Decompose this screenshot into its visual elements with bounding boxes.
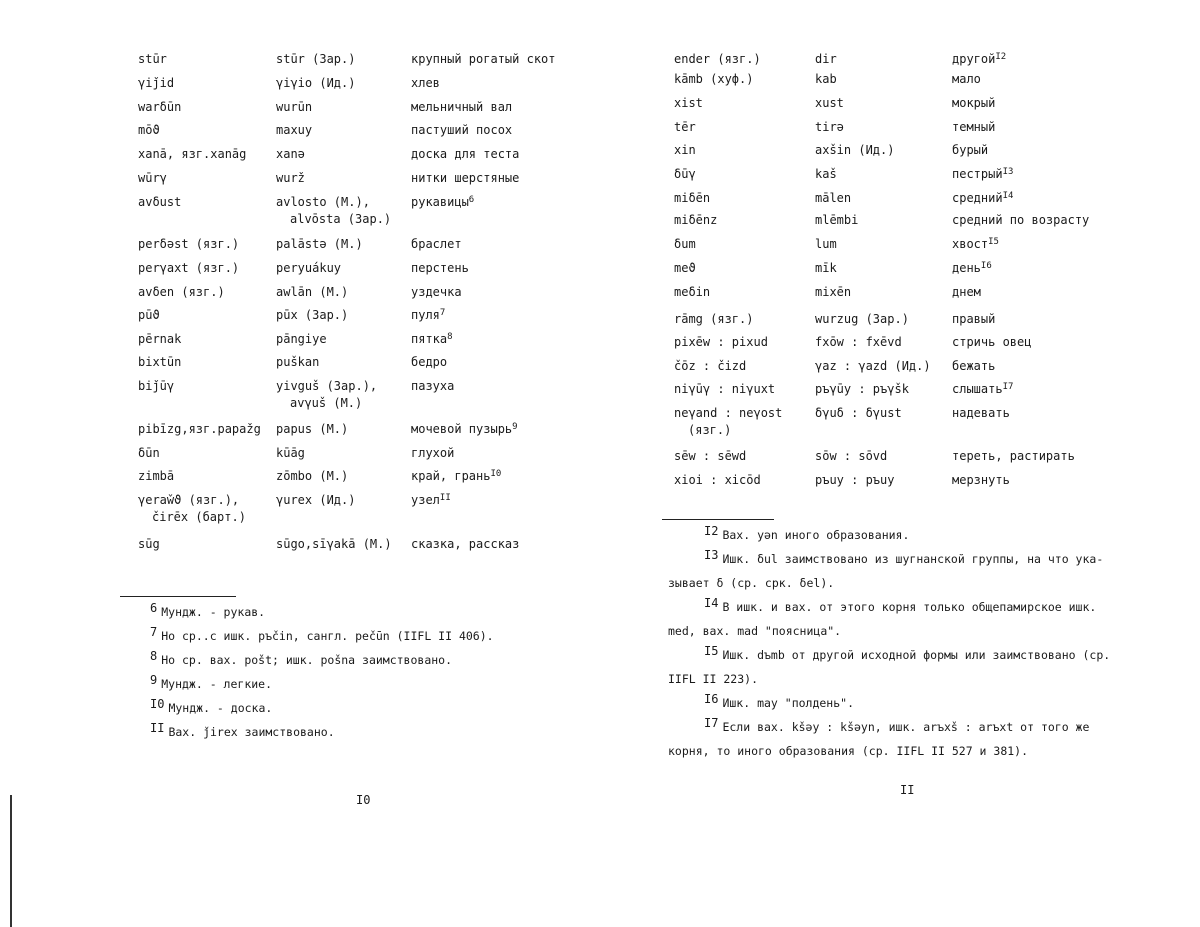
cognate-word-text: maxuy	[276, 123, 313, 137]
translation-text: мельничный вал	[411, 100, 513, 114]
footnote-number: I3	[704, 548, 719, 562]
cognate-word-cont: avγuš (М.)	[290, 396, 363, 410]
translation	[952, 212, 1089, 229]
translation-text: пуля	[411, 308, 440, 322]
footnote-text: Ишк. dъmb от другой исходной формы или заимствовано (ср.	[722, 648, 1111, 662]
translation-text: день	[952, 261, 981, 275]
cognate-word	[276, 307, 348, 324]
source-word	[138, 236, 239, 253]
cognate-word	[815, 260, 837, 277]
source-word	[674, 260, 696, 277]
source-word	[674, 472, 761, 489]
cognate-word	[815, 472, 894, 489]
translation-text: правый	[952, 312, 996, 326]
translation	[411, 284, 462, 301]
footnote	[668, 743, 1028, 760]
source-word-text: xanā, язг.xanāg	[138, 147, 247, 161]
source-word	[138, 445, 160, 462]
cognate-word-text: mixēn	[815, 285, 852, 299]
cognate-word-text: wurž	[276, 171, 305, 185]
translation-text: средний по возрасту	[952, 213, 1090, 227]
footnote-text: Но ср. вах. pošt; ишк. pošna заимствовано.	[161, 653, 453, 667]
translation-text: бурый	[952, 143, 989, 157]
source-word-cont: (язг.)	[688, 423, 732, 437]
translation-text: пазуха	[411, 379, 455, 393]
footnote-number: I0	[150, 697, 165, 711]
translation-text: слышать	[952, 382, 1003, 396]
cognate-word	[815, 71, 837, 88]
source-word-text: pūϑ	[138, 308, 160, 322]
translation	[411, 236, 462, 253]
translation	[952, 260, 992, 279]
cognate-word-text: wurzug (Зар.)	[815, 312, 909, 326]
cognate-word-text: sūgo,sīγakā (М.)	[276, 537, 392, 551]
footnote	[150, 721, 335, 741]
source-word	[138, 378, 174, 395]
footnote-ref: II	[439, 493, 451, 503]
source-word-text: meϑ	[674, 261, 696, 275]
translation	[952, 71, 981, 88]
cognate-word	[276, 146, 305, 163]
source-word-text: perδəst (язг.)	[138, 237, 240, 251]
translation-text: мочевой пузырь	[411, 422, 513, 436]
footnote-ref: I6	[980, 261, 992, 271]
cognate-word	[815, 381, 909, 398]
footnote-text: IIFL II 223).	[668, 672, 759, 686]
cognate-word-text: xanə	[276, 147, 305, 161]
footnote-ref: I3	[1002, 167, 1014, 177]
translation	[952, 334, 1031, 351]
cognate-word-text: puškan	[276, 355, 320, 369]
footnote	[150, 625, 494, 645]
source-word-text: xioi : xicōd	[674, 473, 761, 487]
translation	[952, 448, 1075, 465]
translation	[952, 381, 1013, 400]
source-word-text: sēw : sēwd	[674, 449, 747, 463]
cognate-word-text: papus (М.)	[276, 422, 349, 436]
footnote-number: 6	[150, 601, 158, 615]
cognate-word	[815, 448, 887, 465]
footnote-ref: 9	[512, 422, 518, 432]
footnote	[150, 649, 453, 669]
translation-text: тереть, растирать	[952, 449, 1075, 463]
source-word	[674, 190, 710, 207]
translation-text: пестрый	[952, 167, 1003, 181]
cognate-word-text: awlān (М.)	[276, 285, 349, 299]
source-word	[138, 75, 174, 92]
cognate-word	[276, 260, 341, 277]
footnote	[704, 596, 1097, 616]
cognate-word-text: mlēmbi	[815, 213, 859, 227]
cognate-word	[815, 119, 844, 136]
cognate-word	[815, 405, 902, 422]
source-word	[138, 468, 174, 485]
cognate-word-text: kab	[815, 72, 837, 86]
cognate-word-text: dir	[815, 52, 837, 66]
source-word	[138, 421, 261, 438]
source-word-text: γeraw̌ϑ (язг.),	[138, 493, 240, 507]
footnote-text: корня, то иного образования (ср. IIFL II 527 и 381).	[668, 744, 1029, 758]
translation	[411, 51, 556, 68]
source-word-text: niγūγ : niγuxt	[674, 382, 776, 396]
translation-text: край, грань	[411, 469, 491, 483]
cognate-word	[276, 122, 312, 139]
cognate-word	[276, 194, 391, 228]
translation-text: средний	[952, 191, 1003, 205]
footnote-text: зывает δ (ср. срк. δel).	[668, 576, 835, 590]
source-word-text: tēr	[674, 120, 696, 134]
source-word-text: miδēnz	[674, 213, 718, 227]
cognate-word	[276, 492, 355, 509]
footnote-ref: I7	[1002, 382, 1014, 392]
footnote-number: I6	[704, 692, 719, 706]
cognate-word	[815, 358, 931, 375]
source-word	[674, 71, 753, 88]
translation	[411, 468, 501, 487]
translation	[952, 95, 995, 112]
source-word	[674, 381, 775, 398]
translation	[952, 284, 981, 301]
translation-text: мерзнуть	[952, 473, 1010, 487]
footnote-text: Ишк. δul заимствовано из шугнанской группы, на что ука-	[722, 552, 1104, 566]
footnote-ref: 6	[468, 195, 475, 205]
source-word-text: δūn	[138, 446, 160, 460]
source-word-text: xin	[674, 143, 696, 157]
footnote-text: Ишк. may "полдень".	[722, 696, 855, 710]
left-footnote-rule	[120, 596, 236, 597]
source-word-text: pibīzg,язг.papažg	[138, 422, 261, 436]
translation	[952, 190, 1013, 209]
source-word	[138, 51, 167, 68]
translation	[952, 119, 995, 136]
footnote	[704, 548, 1104, 568]
source-word-text: kāmb (хуф.)	[674, 72, 754, 86]
translation-text: пятка	[411, 332, 448, 346]
footnote	[704, 524, 910, 544]
cognate-word-text: mīk	[815, 261, 837, 275]
translation	[411, 492, 451, 511]
footnote-text: Если вах. kšəy : kšəyn, ишк. arъxš : arъxt от того же	[722, 720, 1090, 734]
source-word-text: pērnak	[138, 332, 182, 346]
source-word-text: mōϑ	[138, 123, 160, 137]
cognate-word	[815, 284, 851, 301]
translation-text: узел	[411, 493, 440, 507]
source-word	[674, 142, 696, 159]
cognate-word-text: xust	[815, 96, 844, 110]
cognate-word	[815, 51, 837, 68]
cognate-word	[276, 284, 348, 301]
source-word	[138, 146, 246, 163]
footnote-text: Вах. yən иного образования.	[722, 528, 910, 542]
cognate-word	[276, 536, 392, 553]
cognate-word-text: pъγūy : pъγšk	[815, 382, 909, 396]
cognate-word	[276, 468, 348, 485]
footnote	[668, 575, 834, 592]
cognate-word-text: γaz : γazd (Ид.)	[815, 359, 931, 373]
translation	[952, 51, 1006, 70]
footnote-text: med, вах. mad "поясница".	[668, 624, 842, 638]
cognate-word-text: γiγio (Ид.)	[276, 76, 356, 90]
translation	[411, 260, 469, 277]
translation-text: надевать	[952, 406, 1010, 420]
translation	[411, 536, 519, 553]
cognate-word	[815, 95, 844, 112]
source-word-text: biǰūγ	[138, 379, 175, 393]
source-word	[674, 95, 703, 112]
source-word-text: wūrγ	[138, 171, 167, 185]
translation-text: нитки шерстяные	[411, 171, 520, 185]
cognate-word-text: δγuδ : δγust	[815, 406, 902, 420]
cognate-word	[276, 51, 355, 68]
source-word-text: pixēw : pixud	[674, 335, 768, 349]
translation	[952, 311, 995, 328]
cognate-word-text: kaš	[815, 167, 837, 181]
source-word-text: meδin	[674, 285, 711, 299]
source-word	[138, 284, 225, 301]
footnote	[704, 692, 855, 712]
footnote-ref: I0	[490, 469, 502, 479]
cognate-word	[276, 331, 327, 348]
source-word	[138, 492, 246, 526]
footnote-text: Но ср..с ишк. pъčin, сангл. pečūn (IIFL II 406).	[161, 629, 494, 643]
source-word-text: ender (язг.)	[674, 52, 761, 66]
translation	[411, 170, 519, 187]
translation	[952, 166, 1013, 185]
source-word-text: δūγ	[674, 167, 696, 181]
cognate-word-text: sōw : sōvd	[815, 449, 888, 463]
translation	[411, 378, 454, 395]
translation-text: перстень	[411, 261, 469, 275]
cognate-word	[276, 170, 305, 187]
footnote-number: 9	[150, 673, 158, 687]
translation-text: крупный рогатый скот	[411, 52, 556, 66]
translation	[411, 75, 440, 92]
footnote-ref: I4	[1002, 191, 1014, 201]
source-word	[138, 99, 181, 116]
footnote-number: 8	[150, 649, 158, 663]
source-word	[138, 331, 181, 348]
source-word-cont: čirēx (барт.)	[152, 510, 246, 524]
cognate-word	[815, 334, 902, 351]
cognate-word-text: axšin (Ид.)	[815, 143, 895, 157]
source-word	[138, 260, 239, 277]
footnote-text: Мундж. - рукав.	[161, 605, 266, 619]
cognate-word	[815, 212, 858, 229]
footnote-number: I7	[704, 716, 719, 730]
translation	[952, 236, 999, 255]
source-word-text: bixtūn	[138, 355, 182, 369]
cognate-word	[815, 142, 894, 159]
translation	[411, 354, 447, 371]
translation-text: уздечка	[411, 285, 462, 299]
cognate-word-text: stūr (Зар.)	[276, 52, 356, 66]
source-word	[674, 51, 761, 68]
cognate-word-text: pъuy : pъuy	[815, 473, 895, 487]
cognate-word	[276, 75, 355, 92]
cognate-word	[276, 236, 363, 253]
translation-text: доска для теста	[411, 147, 520, 161]
cognate-word	[276, 445, 305, 462]
source-word	[674, 236, 696, 253]
footnote-ref: I5	[988, 237, 999, 247]
cognate-word-text: pāngiye	[276, 332, 327, 346]
translation-text: хвост	[952, 237, 989, 251]
source-word	[674, 334, 768, 351]
translation	[952, 472, 1010, 489]
cognate-word	[276, 378, 377, 412]
footnote	[668, 623, 841, 640]
translation-text: браслет	[411, 237, 462, 251]
footnote	[668, 671, 758, 688]
footnote-text: Мундж. - доска.	[168, 701, 273, 715]
cognate-word	[815, 190, 851, 207]
source-word-text: rāmg (язг.)	[674, 312, 754, 326]
cognate-word-text: zōmbo (М.)	[276, 469, 349, 483]
source-word-text: δum	[674, 237, 696, 251]
footnote	[150, 697, 273, 717]
source-word-text: xist	[674, 96, 703, 110]
right-page-number: II	[900, 783, 915, 797]
cognate-word	[276, 354, 319, 371]
translation	[411, 146, 519, 163]
source-word-text: perγaxt (язг.)	[138, 261, 240, 275]
source-word	[138, 194, 181, 211]
source-word-text: neγand : neγost	[674, 406, 783, 420]
right-page	[600, 0, 1200, 927]
footnote-text: Мундж. - легкие.	[161, 677, 273, 691]
source-word	[138, 170, 167, 187]
footnote	[704, 716, 1090, 736]
translation	[411, 331, 453, 350]
cognate-word	[815, 236, 837, 253]
footnote	[704, 644, 1111, 664]
source-word-text: avδust	[138, 195, 182, 209]
translation-text: бедро	[411, 355, 448, 369]
cognate-word-text: avlosto (М.),	[276, 195, 370, 209]
source-word-text: γiǰid	[138, 76, 175, 90]
translation-text: глухой	[411, 446, 455, 460]
footnote-number: II	[150, 721, 165, 735]
cognate-word-text: palāstə (М.)	[276, 237, 363, 251]
translation	[411, 421, 518, 440]
translation-text: рукавицы	[411, 195, 469, 209]
translation-text: стричь овец	[952, 335, 1032, 349]
left-page-number: I0	[356, 793, 371, 807]
translation-text: пастуший посох	[411, 123, 513, 137]
source-word	[674, 119, 696, 136]
footnote	[150, 601, 266, 621]
source-word	[674, 311, 753, 328]
cognate-word-text: γurex (Ид.)	[276, 493, 356, 507]
translation-text: темный	[952, 120, 996, 134]
translation	[411, 99, 512, 116]
translation-text: бежать	[952, 359, 996, 373]
footnote-ref: 7	[439, 308, 446, 318]
cognate-word-text: lum	[815, 237, 837, 251]
cognate-word-text: peryuákuy	[276, 261, 342, 275]
cognate-word-text: pūx (Зар.)	[276, 308, 349, 322]
footnote-ref: I2	[995, 52, 1007, 62]
source-word	[138, 354, 181, 371]
source-word-text: warδūn	[138, 100, 182, 114]
translation	[952, 405, 1010, 422]
footnote-ref: 8	[447, 332, 453, 342]
cognate-word-cont: alvōsta (Зар.)	[290, 212, 392, 226]
translation-text: днем	[952, 285, 981, 299]
source-word-text: stūr	[138, 52, 167, 66]
translation-text: другой	[952, 52, 996, 66]
translation	[952, 142, 988, 159]
translation-text: мало	[952, 72, 981, 86]
cognate-word-text: mālen	[815, 191, 852, 205]
source-word	[674, 284, 710, 301]
footnote	[150, 673, 273, 693]
source-word-text: sūg	[138, 537, 160, 551]
cognate-word-text: wurūn	[276, 100, 313, 114]
translation-text: сказка, рассказ	[411, 537, 520, 551]
cognate-word-text: fxōw : fxēvd	[815, 335, 902, 349]
cognate-word-text: kūāg	[276, 446, 305, 460]
source-word-text: miδēn	[674, 191, 711, 205]
footnote-number: I5	[704, 644, 719, 658]
cognate-word	[276, 99, 312, 116]
cognate-word	[815, 166, 837, 183]
translation	[411, 307, 445, 326]
source-word	[674, 448, 746, 465]
translation-text: мокрый	[952, 96, 996, 110]
translation-text: хлев	[411, 76, 440, 90]
source-word	[674, 166, 696, 183]
right-footnote-rule	[662, 519, 774, 520]
source-word-text: zimbā	[138, 469, 175, 483]
translation	[411, 194, 474, 213]
source-word	[138, 536, 160, 553]
source-word	[674, 212, 717, 229]
cognate-word-text: yivguš (Зар.),	[276, 379, 378, 393]
cognate-word	[815, 311, 909, 328]
source-word	[138, 122, 160, 139]
cognate-word-text: tirə	[815, 120, 844, 134]
source-word-text: čōz : čizd	[674, 359, 747, 373]
footnote-number: I2	[704, 524, 719, 538]
translation	[411, 445, 454, 462]
source-word-text: avδen (язг.)	[138, 285, 225, 299]
translation	[411, 122, 512, 139]
source-word	[674, 405, 782, 439]
footnote-text: В ишк. и вах. от этого корня только общепамирское ишк.	[722, 600, 1097, 614]
cognate-word	[276, 421, 348, 438]
source-word	[674, 358, 746, 375]
footnote-number: I4	[704, 596, 719, 610]
footnote-number: 7	[150, 625, 158, 639]
left-margin-line	[10, 795, 12, 927]
source-word	[138, 307, 160, 324]
footnote-text: Вах. ǰirex заимствовано.	[168, 725, 335, 739]
translation	[952, 358, 995, 375]
